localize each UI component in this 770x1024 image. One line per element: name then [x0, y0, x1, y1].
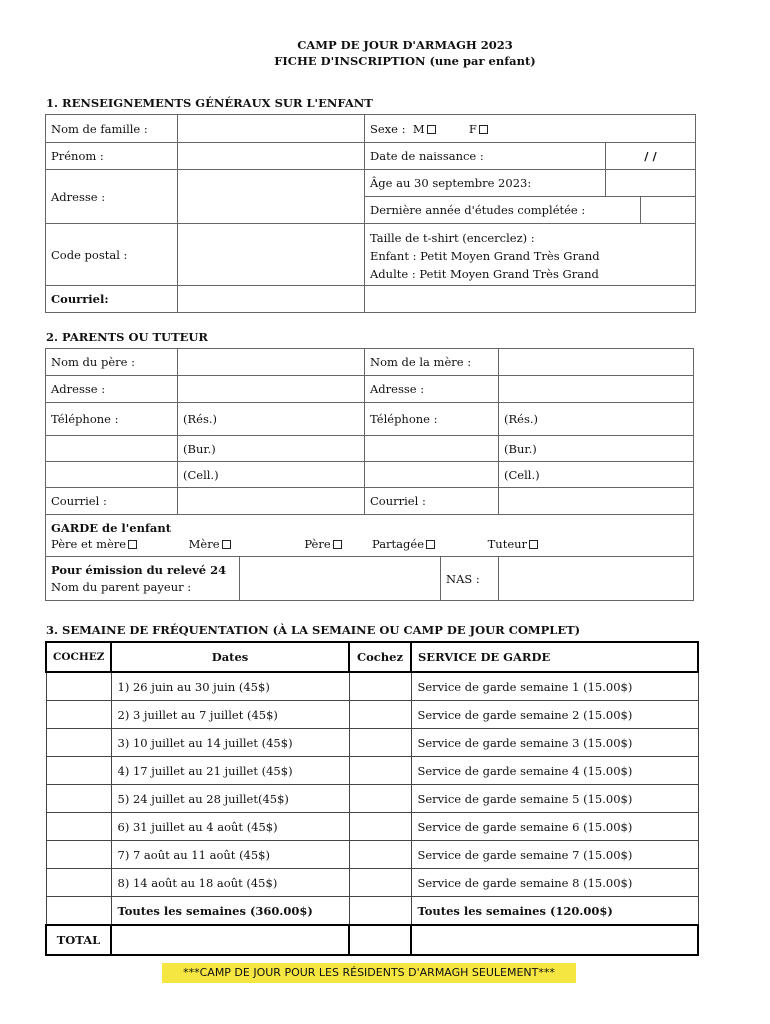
checkbox-service-8[interactable]	[349, 869, 411, 897]
field-courriel-mere[interactable]	[499, 488, 694, 515]
checkbox-week-2[interactable]	[46, 701, 111, 729]
field-tshirt[interactable]: Taille de t-shirt (encerclez) : Enfant : Petit Moyen Grand Très Grand Adulte : Petit Moyen Grand Très Grand	[365, 224, 696, 286]
field-age[interactable]	[606, 170, 696, 197]
week-row	[46, 757, 698, 785]
field-parent-payeur[interactable]	[240, 557, 441, 601]
all-weeks-label: Toutes les semaines (360.00$)	[111, 897, 349, 926]
label-adresse: Adresse :	[46, 170, 178, 224]
field-courriel-pere[interactable]	[178, 488, 365, 515]
checkbox-service-4[interactable]	[349, 757, 411, 785]
week-row	[46, 869, 698, 897]
field-sexe: Sexe : M F	[365, 115, 696, 143]
field-nom-famille[interactable]	[178, 115, 365, 143]
checkbox-garde-tuteur[interactable]	[529, 540, 538, 549]
label-age: Âge au 30 septembre 2023:	[365, 170, 606, 197]
section3-heading: 3. SEMAINE DE FRÉQUENTATION (À LA SEMAINE OU CAMP DE JOUR COMPLET)	[46, 623, 581, 637]
field-tel-bur-pere[interactable]: (Bur.)	[178, 436, 365, 462]
field-nom-mere[interactable]	[499, 349, 694, 376]
field-adresse-pere[interactable]	[178, 376, 365, 403]
garde-title: GARDE de l'enfant	[51, 520, 172, 535]
label-courriel-mere: Courriel :	[365, 488, 499, 515]
field-tel-cell-pere[interactable]: (Cell.)	[178, 462, 365, 488]
checkbox-all-weeks[interactable]	[46, 897, 111, 926]
checkbox-garde-pere[interactable]	[333, 540, 342, 549]
child-info-table	[45, 114, 696, 313]
week-date: 3) 10 juillet au 14 juillet (45$)	[111, 729, 349, 757]
residents-only-banner: ***CAMP DE JOUR POUR LES RÉSIDENTS D'ARMAGH SEULEMENT***	[162, 963, 576, 983]
week-row	[46, 841, 698, 869]
week-service: Service de garde semaine 2 (15.00$)	[411, 701, 698, 729]
section2-heading: 2. PARENTS OU TUTEUR	[46, 330, 208, 344]
week-service: Service de garde semaine 4 (15.00$)	[411, 757, 698, 785]
label-nom-famille: Nom de famille :	[46, 115, 178, 143]
week-service: Service de garde semaine 3 (15.00$)	[411, 729, 698, 757]
label-date-naissance: Date de naissance :	[365, 143, 606, 170]
field-courriel-enfant-2[interactable]	[365, 286, 696, 313]
week-service: Service de garde semaine 6 (15.00$)	[411, 813, 698, 841]
field-code-postal[interactable]	[178, 224, 365, 286]
form-title: CAMP DE JOUR D'ARMAGH 2023	[297, 38, 513, 52]
checkbox-week-1[interactable]	[46, 672, 111, 701]
col-service: SERVICE DE GARDE	[411, 642, 698, 672]
col-cochez: COCHEZ	[46, 642, 111, 672]
week-date: 1) 26 juin au 30 juin (45$)	[111, 672, 349, 701]
garde-row: GARDE de l'enfant Père et mère Mère Père Partagée Tuteur	[46, 515, 694, 557]
field-derniere-annee[interactable]	[641, 197, 696, 224]
week-date: 6) 31 juillet au 4 août (45$)	[111, 813, 349, 841]
field-adresse[interactable]	[178, 170, 365, 224]
week-row	[46, 729, 698, 757]
checkbox-service-1[interactable]	[349, 672, 411, 701]
checkbox-service-3[interactable]	[349, 729, 411, 757]
total-field-cochez[interactable]	[349, 925, 411, 955]
week-date: 7) 7 août au 11 août (45$)	[111, 841, 349, 869]
total-field-service[interactable]	[411, 925, 698, 955]
checkbox-week-5[interactable]	[46, 785, 111, 813]
section1-heading: 1. RENSEIGNEMENTS GÉNÉRAUX SUR L'ENFANT	[46, 96, 373, 110]
label-adresse-mere: Adresse :	[365, 376, 499, 403]
week-row	[46, 813, 698, 841]
label-courriel-enfant: Courriel:	[46, 286, 178, 313]
field-prenom[interactable]	[178, 143, 365, 170]
week-date: 4) 17 juillet au 21 juillet (45$)	[111, 757, 349, 785]
week-row	[46, 785, 698, 813]
week-service: Service de garde semaine 1 (15.00$)	[411, 672, 698, 701]
field-date-naissance[interactable]: / /	[606, 143, 696, 170]
label-nom-mere: Nom de la mère :	[365, 349, 499, 376]
parents-table	[45, 348, 694, 601]
label-prenom: Prénom :	[46, 143, 178, 170]
field-nom-pere[interactable]	[178, 349, 365, 376]
checkbox-week-7[interactable]	[46, 841, 111, 869]
field-adresse-mere[interactable]	[499, 376, 694, 403]
form-subtitle: FICHE D'INSCRIPTION (une par enfant)	[274, 54, 536, 68]
checkbox-week-8[interactable]	[46, 869, 111, 897]
checkbox-service-7[interactable]	[349, 841, 411, 869]
weeks-table	[45, 641, 699, 956]
week-date: 2) 3 juillet au 7 juillet (45$)	[111, 701, 349, 729]
label-code-postal: Code postal :	[46, 224, 178, 286]
checkbox-garde-pere-mere[interactable]	[128, 540, 137, 549]
field-courriel-enfant-1[interactable]	[178, 286, 365, 313]
col-cochez2: Cochez	[349, 642, 411, 672]
checkbox-service-5[interactable]	[349, 785, 411, 813]
checkbox-service-2[interactable]	[349, 701, 411, 729]
field-nas[interactable]	[499, 557, 694, 601]
checkbox-sexe-f[interactable]	[479, 125, 488, 134]
checkbox-week-6[interactable]	[46, 813, 111, 841]
all-service-label: Toutes les semaines (120.00$)	[411, 897, 698, 926]
label-nom-pere: Nom du père :	[46, 349, 178, 376]
field-tel-res-mere[interactable]: (Rés.)	[499, 403, 694, 436]
label-derniere-annee: Dernière année d'études complétée :	[365, 197, 641, 224]
field-tel-bur-mere[interactable]: (Bur.)	[499, 436, 694, 462]
label-adresse-pere: Adresse :	[46, 376, 178, 403]
week-row	[46, 672, 698, 701]
total-field-dates[interactable]	[111, 925, 349, 955]
checkbox-sexe-m[interactable]	[427, 125, 436, 134]
field-tel-cell-mere[interactable]: (Cell.)	[499, 462, 694, 488]
checkbox-all-service[interactable]	[349, 897, 411, 926]
label-nas: NAS :	[441, 557, 499, 601]
label-telephone-mere: Téléphone :	[365, 403, 499, 436]
week-row	[46, 701, 698, 729]
checkbox-garde-partagee[interactable]	[426, 540, 435, 549]
label-courriel-pere: Courriel :	[46, 488, 178, 515]
releve-label: Pour émission du relevé 24 Nom du parent payeur :	[46, 557, 240, 601]
week-date: 8) 14 août au 18 août (45$)	[111, 869, 349, 897]
total-label: TOTAL	[46, 925, 111, 955]
checkbox-week-4[interactable]	[46, 757, 111, 785]
label-telephone-pere: Téléphone :	[46, 403, 178, 436]
checkbox-week-3[interactable]	[46, 729, 111, 757]
week-service: Service de garde semaine 8 (15.00$)	[411, 869, 698, 897]
week-service: Service de garde semaine 5 (15.00$)	[411, 785, 698, 813]
col-dates: Dates	[111, 642, 349, 672]
week-service: Service de garde semaine 7 (15.00$)	[411, 841, 698, 869]
checkbox-service-6[interactable]	[349, 813, 411, 841]
field-tel-res-pere[interactable]: (Rés.)	[178, 403, 365, 436]
week-date: 5) 24 juillet au 28 juillet(45$)	[111, 785, 349, 813]
checkbox-garde-mere[interactable]	[222, 540, 231, 549]
